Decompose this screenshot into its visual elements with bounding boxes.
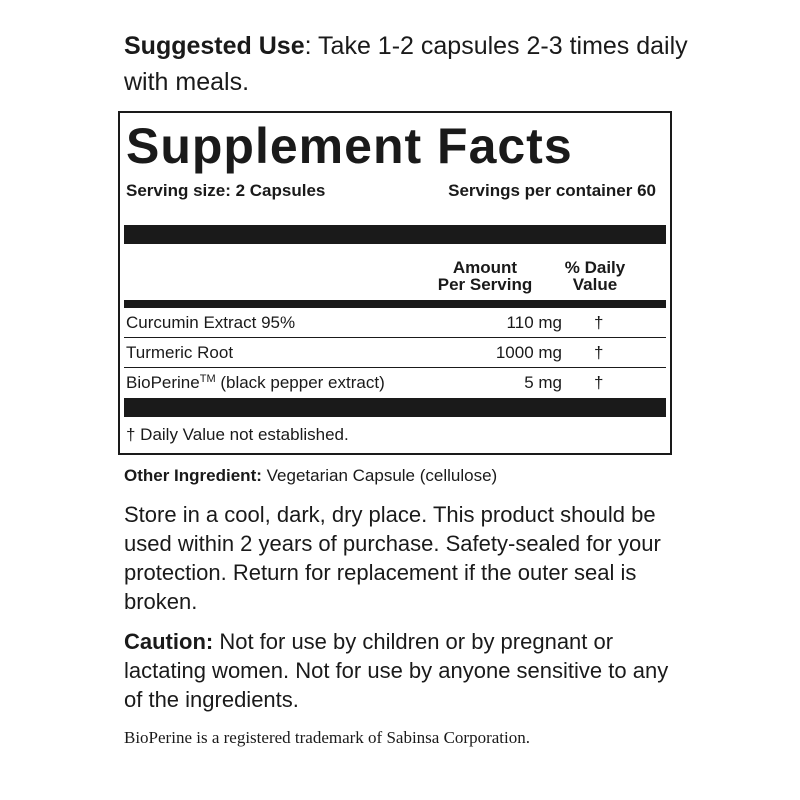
divider-thick-top [124,225,666,244]
nutrient-amount: 5 mg [524,373,562,392]
nutrient-amount: 110 mg [506,313,562,332]
col-header-amount-line2: Per Serving [437,275,533,294]
servings-per-container: Servings per container 60 [448,181,656,200]
nutrient-name: Turmeric Root [126,343,234,362]
other-ingredient-label: Other Ingredient: [124,466,262,485]
suggested-use [124,28,704,100]
nutrient-name: Curcumin Extract 95% [126,313,296,332]
nutrient-row [124,308,666,338]
col-header-dv-line2: Value [572,275,618,294]
caution-text: Not for use by children or by pregnant or lactating women. Not for use by anyone sensitive to any of the ingredients. [124,629,669,712]
nutrient-row [124,338,666,368]
nutrient-dv: † [594,313,604,332]
col-header-dv [550,259,640,293]
caution-statement [124,627,684,714]
serving-size: Serving size: 2 Capsules [126,181,326,200]
divider-mid [124,300,666,308]
trademark-superscript: TM [199,373,216,385]
nutrient-amount: 1000 mg [495,343,562,362]
nutrient-dv: † [594,343,604,362]
nutrient-row [124,368,666,398]
divider-thick-bottom [124,398,666,417]
supplement-facts-panel [118,111,672,455]
other-ingredient [124,466,497,486]
storage-instructions: Store in a cool, dark, dry place. This product should be used within 2 years of purchase. Safety-sealed for your protection. Return for replacement if the outer seal is broken. [124,502,661,614]
daily-value-footnote: † Daily Value not established. [126,425,349,444]
suggested-use-text: : Take 1-2 capsules 2-3 times daily with meals. [124,32,688,96]
suggested-use-label: Suggested Use [124,32,305,60]
trademark-notice: BioPerine is a registered trademark of Sabinsa Corporation. [124,728,530,747]
nutrient-name: BioPerine™ (black pepper extract) [126,373,385,392]
facts-title: Supplement Facts [126,118,573,174]
col-header-amount [420,259,550,293]
other-ingredient-text: Vegetarian Capsule (cellulose) [261,466,498,485]
nutrient-dv: † [594,373,604,392]
col-header-amount-line1: Amount [452,258,518,277]
col-header-dv-line1: % Daily [564,258,626,277]
caution-label: Caution: [124,629,214,654]
